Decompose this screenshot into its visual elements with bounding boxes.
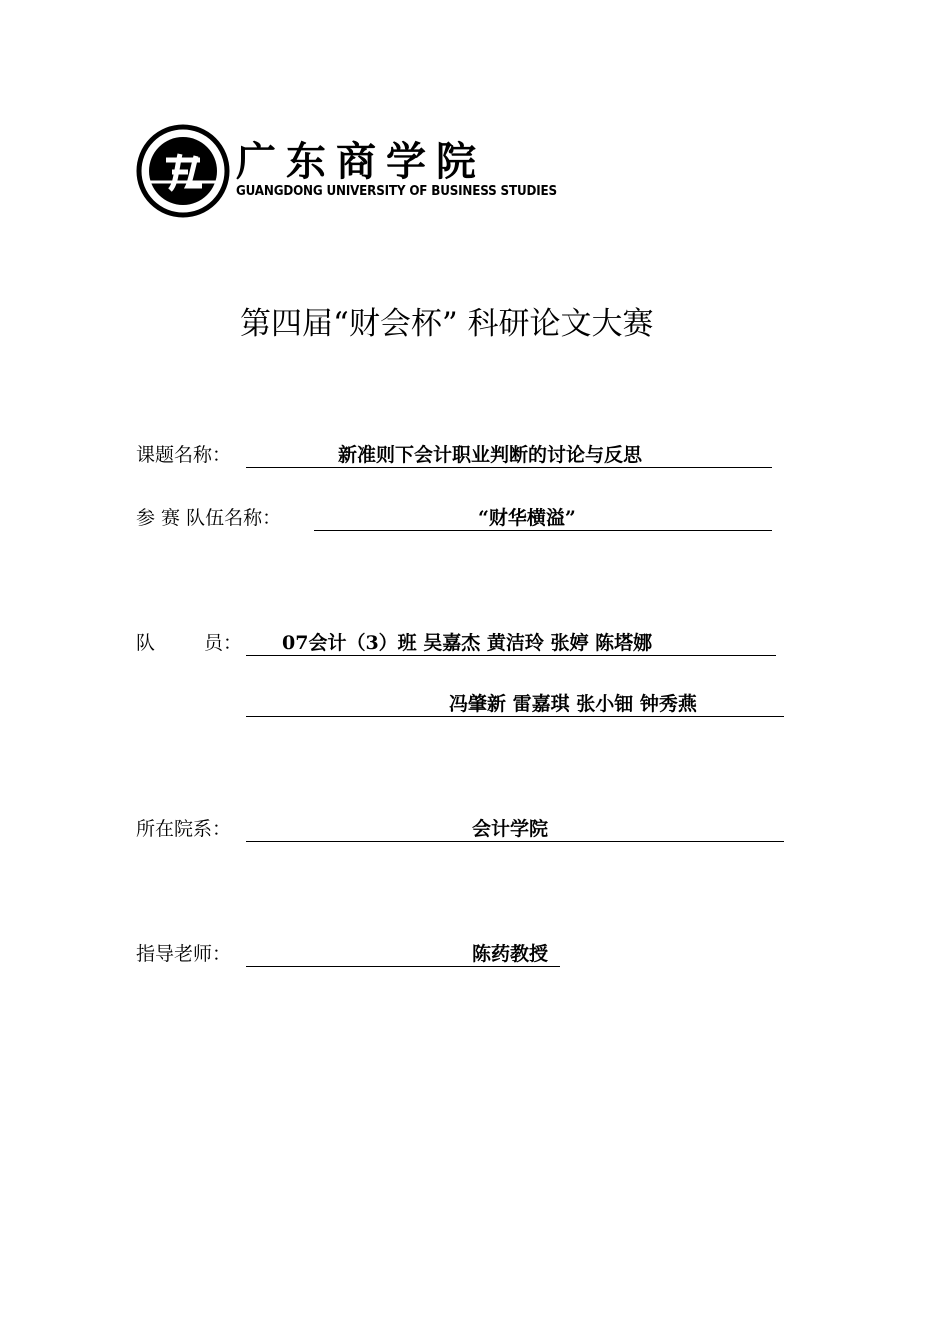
advisor-value: 陈药教授 [472,943,549,965]
university-emblem-icon [136,124,230,218]
university-name-cn: 广东商学院 [236,139,486,185]
team-row [136,504,776,532]
members-label-a: 队 [136,632,156,654]
topic-value: 新准则下会计职业判断的讨论与反思 [338,444,643,466]
university-name-en: GUANGDONG UNIVERSITY OF BUSINESS STUDIES [236,184,557,199]
department-value: 会计学院 [472,818,549,840]
members-label-b: 员： [204,632,243,654]
team-value: “财华横溢” [478,507,576,529]
topic-label: 课题名称： [136,444,232,466]
members-row-1 [136,629,786,657]
members-line-2: 冯肇新 雷嘉琪 张小钿 钟秀燕 [449,693,697,715]
advisor-row [136,940,786,968]
department-label: 所在院系： [136,818,232,840]
team-label: 参 赛 队伍名称： [136,507,282,529]
department-row [136,815,786,843]
page-title: 第四届“财会杯” 科研论文大赛 [240,306,654,342]
advisor-label: 指导老师： [136,943,232,965]
members-row-2 [136,690,786,718]
topic-row [136,441,776,469]
members-line-1: 07会计（3）班 吴嘉杰 黄洁玲 张婷 陈塔娜 [282,632,653,654]
